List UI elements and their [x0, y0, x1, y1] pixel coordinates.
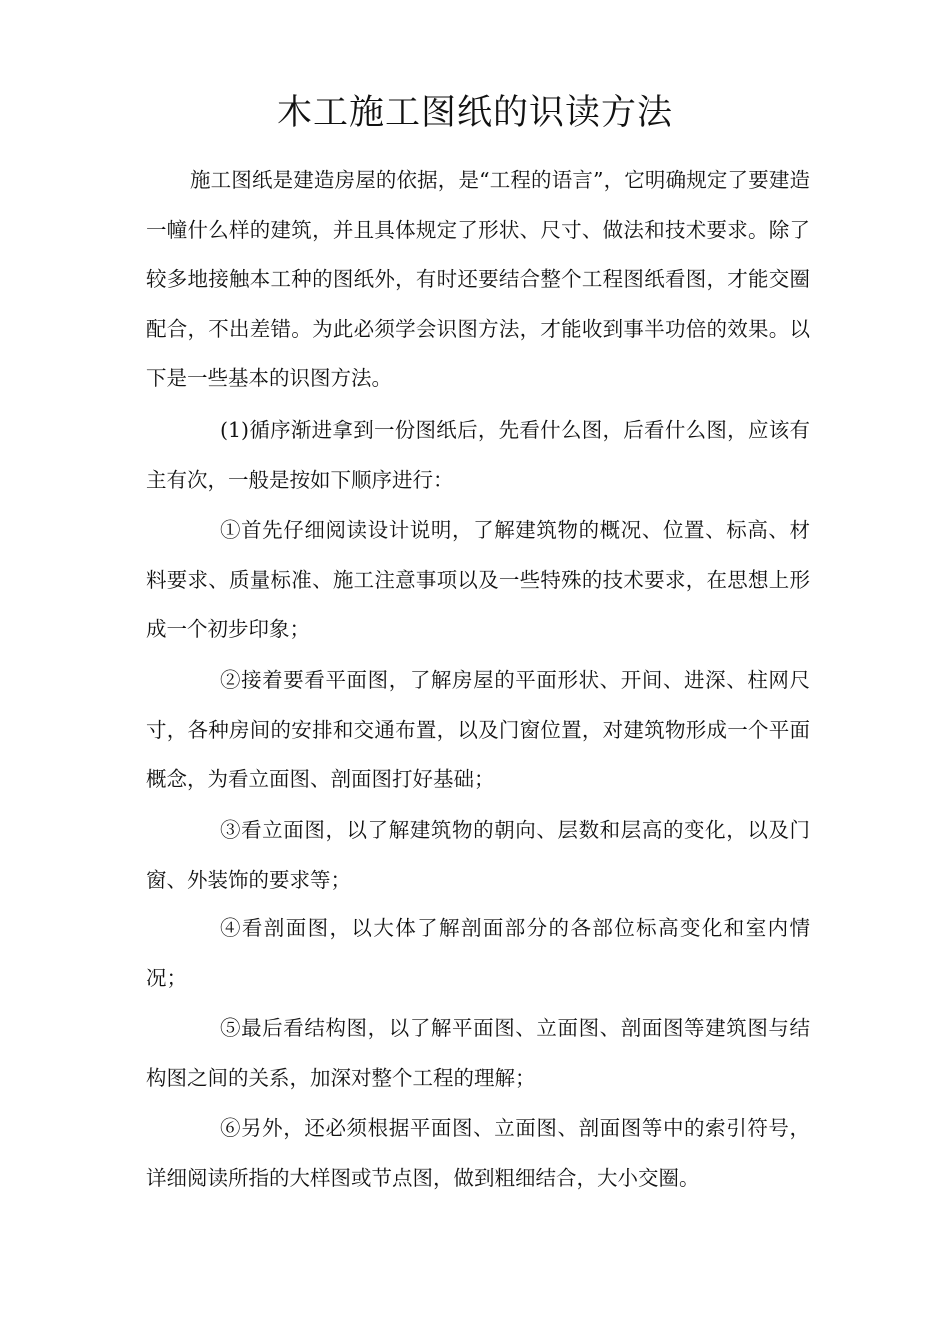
item-4-paragraph: ④看剖面图，以大体了解剖面部分的各部位标高变化和室内情况； [146, 916, 810, 990]
document-title: 木工施工图纸的识读方法 [276, 93, 673, 133]
step-1-paragraph: (1)循序渐进拿到一份图纸后，先看什么图，后看什么图，应该有主有次，一般是按如下顺序进行： [146, 418, 810, 492]
item-3-paragraph: ③看立面图，以了解建筑物的朝向、层数和层高的变化，以及门窗、外装饰的要求等； [146, 818, 810, 892]
item-6-paragraph: ⑥另外，还必须根据平面图、立面图、剖面图等中的索引符号，详细阅读所指的大样图或节点图，做到粗细结合，大小交圈。 [146, 1116, 810, 1190]
item-5-paragraph: ⑤最后看结构图，以了解平面图、立面图、剖面图等建筑图与结构图之间的关系，加深对整个工程的理解； [146, 1016, 810, 1090]
intro-paragraph: 施工图纸是建造房屋的依据，是“工程的语言”，它明确规定了要建造一幢什么样的建筑，并且具体规定了形状、尺寸、做法和技术要求。除了较多地接触本工种的图纸外，有时还要结合整个工程图纸看图，才能交圈配合，不出差错。为此必须学会识图方法，才能收到事半功倍的效果。以下是一些基本的识图方法。 [146, 168, 810, 390]
item-1-paragraph: ①首先仔细阅读设计说明，了解建筑物的概况、位置、标高、材料要求、质量标准、施工注意事项以及一些特殊的技术要求，在思想上形成一个初步印象； [146, 518, 810, 641]
item-2-paragraph: ②接着要看平面图，了解房屋的平面形状、开间、进深、柱网尺寸，各种房间的安排和交通布置，以及门窗位置，对建筑物形成一个平面概念，为看立面图、剖面图打好基础； [146, 668, 810, 791]
